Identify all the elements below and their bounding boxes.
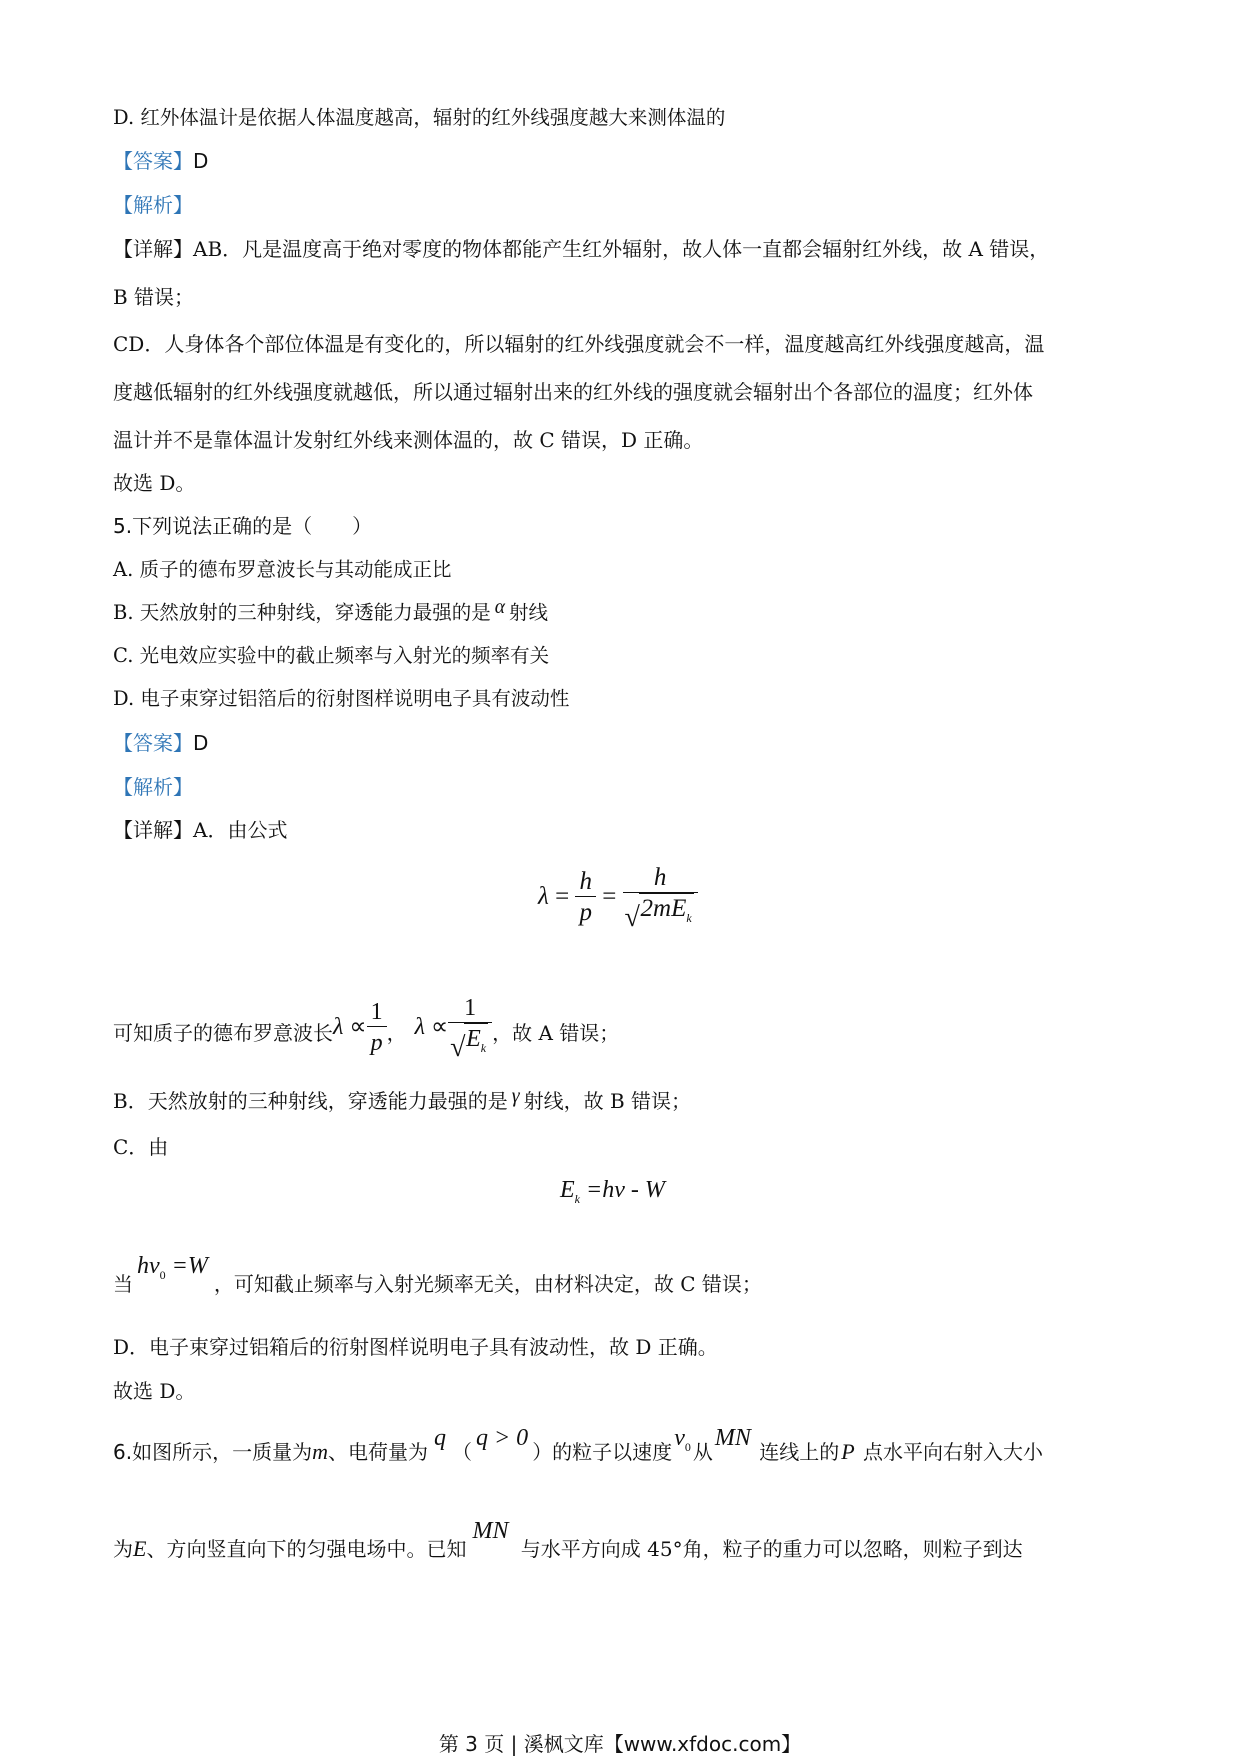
lambda-symbol: λ xyxy=(333,1014,344,1041)
denominator xyxy=(448,1022,492,1063)
q4-detail-line-2: B 错误； xyxy=(113,285,195,309)
cutoff-formula xyxy=(133,1254,214,1287)
fraction-h-over-sqrt xyxy=(623,864,698,933)
point-p: P xyxy=(841,1439,855,1464)
numerator: h xyxy=(579,868,592,895)
denominator: p xyxy=(575,896,596,929)
fraction-one-over-p xyxy=(367,998,387,1059)
lambda-symbol: λ xyxy=(538,883,549,911)
line-mn: MN xyxy=(472,1518,509,1544)
numerator: 1 xyxy=(464,995,477,1021)
q6-number: 6. xyxy=(113,1440,133,1464)
lambda-symbol: λ xyxy=(414,1014,425,1041)
when-suffix: ，可知截止频率与入射光频率无关，由材料决定，故 C 错误； xyxy=(213,1272,762,1296)
line-mn: MN xyxy=(714,1425,751,1451)
answer-value: D xyxy=(193,731,209,755)
q4-option-d: D. 红外体温计是依据人体温度越高，辐射的红外线强度越大来测体温的 xyxy=(113,106,726,129)
sqrt-expression: √ $E_k$ xyxy=(452,1023,488,1063)
q6-text: 连线上的 xyxy=(752,1440,840,1464)
q4-detail-line-5: 温计并不是靠体温计发射红外线来测体温的，故 C 错误，D 正确。 xyxy=(113,428,704,452)
q5-option-b-tail: 射线 xyxy=(508,601,548,624)
q4-analysis-tag: 【解析】 xyxy=(113,193,193,217)
q6-text: 如图所示，一质量为 xyxy=(132,1440,313,1464)
answer-value: D xyxy=(193,149,209,173)
q5-option-a: A. 质子的德布罗意波长与其动能成正比 xyxy=(113,558,452,581)
conclusion-a-suffix: ，故 A 错误； xyxy=(492,1021,620,1046)
energy-subscript: k xyxy=(574,1192,580,1206)
detail-b-text: B．天然放射的三种射线，穿透能力最强的是 xyxy=(113,1089,508,1113)
q5-answer xyxy=(113,731,208,755)
energy-symbol: E xyxy=(560,1177,575,1203)
q6-text: 从 xyxy=(692,1440,713,1464)
denominator: p xyxy=(367,1026,387,1059)
sqrt-expression: √ $2mE_k$ xyxy=(624,895,692,933)
q5-stem-text: 下列说法正确的是（ ） xyxy=(132,514,373,538)
q5-detail-a xyxy=(113,818,287,842)
page-footer: 第 3 页 | 溪枫文库【www.xfdoc.com】 xyxy=(438,1732,802,1756)
q6-stem-line-1 xyxy=(113,1425,1044,1473)
detail-b-tail: 射线，故 B 错误； xyxy=(523,1089,692,1113)
q6-stem-line-2 xyxy=(113,1518,1023,1561)
proportional-to-inverse-p xyxy=(333,999,387,1056)
formula-rhs: =hν - W xyxy=(580,1177,665,1203)
de-broglie-formula xyxy=(538,864,698,933)
answer-tag: 【答案】 xyxy=(113,731,193,755)
conclusion-a-sep: ， xyxy=(386,1021,407,1046)
detail-tag: 【详解】 xyxy=(113,818,193,842)
gamma-symbol: γ xyxy=(511,1085,520,1107)
mass-symbol: m xyxy=(312,1439,328,1464)
numerator: h xyxy=(653,864,667,891)
q5-stem xyxy=(113,514,372,538)
q5-detail-c: C．由 xyxy=(113,1135,169,1159)
q4-detail-line-3: CD．人身体各个部位体温是有变化的，所以辐射的红外线强度就会不一样，温度越高红外线强度越高，温 xyxy=(113,332,1045,356)
velocity-subscript: 0 xyxy=(684,1440,691,1454)
field-symbol: E xyxy=(133,1536,147,1561)
denominator xyxy=(623,892,698,933)
cutoff-formula-rhs: =W xyxy=(165,1253,208,1279)
q6-text: （ xyxy=(451,1440,472,1464)
q6-text: 与水平方向成 45°角，粒子的重力可以忽略，则粒子到达 xyxy=(514,1537,1023,1561)
alpha-symbol: α xyxy=(494,597,505,618)
q6-text: ）的粒子以速度 xyxy=(532,1440,673,1464)
q5-conclusion: 故选 D。 xyxy=(113,1379,196,1403)
velocity-symbol xyxy=(672,1426,693,1459)
cutoff-subscript: 0 xyxy=(159,1268,166,1282)
answer-tag: 【答案】 xyxy=(113,149,193,173)
q4-detail-line-1 xyxy=(113,237,1049,261)
detail-text: A．由公式 xyxy=(193,818,288,842)
detail-tag: 【详解】 xyxy=(113,237,193,261)
q5-conclusion-a xyxy=(113,995,620,1069)
charge-symbol: q xyxy=(433,1425,446,1451)
proportional-to-inverse-sqrt-ek xyxy=(407,995,493,1063)
q5-option-d: D. 电子束穿过铝箔后的衍射图样说明电子具有波动性 xyxy=(113,687,570,710)
radicand-subscript: k xyxy=(480,1041,487,1055)
conclusion-a-prefix: 可知质子的德布罗意波长 xyxy=(113,1021,333,1046)
q5-detail-d: D．电子束穿过铝箱后的衍射图样说明电子具有波动性，故 D 正确。 xyxy=(113,1335,718,1359)
velocity-base: v xyxy=(674,1425,685,1451)
q5-option-b-text: B. 天然放射的三种射线，穿透能力最强的是 xyxy=(113,601,491,624)
cutoff-formula-lhs: hν xyxy=(137,1253,160,1279)
q6-text: 、方向竖直向下的匀强电场中。已知 xyxy=(146,1537,467,1561)
q6-text: 、电荷量为 xyxy=(327,1440,428,1464)
q6-text: 点水平向右射入大小 xyxy=(856,1440,1044,1464)
charge-condition: q > 0 xyxy=(475,1425,529,1451)
photoelectric-formula xyxy=(560,1177,665,1207)
proportional-sign: ∝ xyxy=(430,1014,449,1041)
q5-option-c: C. 光电效应实验中的截止频率与入射光的频率有关 xyxy=(113,644,550,667)
q5-option-b xyxy=(113,597,548,626)
fraction-h-over-p xyxy=(575,868,596,929)
when-prefix: 当 xyxy=(113,1272,133,1296)
equals-sign: = xyxy=(602,883,617,911)
q4-detail-line-4: 度越低辐射的红外线强度就越低，所以通过辐射出来的红外线的强度就会辐射出个各部位的温度；红外体 xyxy=(113,380,1033,404)
equals-sign: = xyxy=(555,883,570,911)
q5-detail-b xyxy=(113,1085,692,1114)
proportional-sign: ∝ xyxy=(349,1014,367,1041)
q4-answer xyxy=(113,149,208,173)
q5-analysis-tag: 【解析】 xyxy=(113,775,193,799)
radicand-subscript: k xyxy=(686,911,692,925)
q6-text: 为 xyxy=(113,1537,133,1561)
radicand: 2mE xyxy=(640,895,687,922)
fraction-one-over-sqrt-ek xyxy=(448,994,492,1063)
q4-conclusion: 故选 D。 xyxy=(113,471,196,495)
detail-text: AB．凡是温度高于绝对零度的物体都能产生红外辐射，故人体一直都会辐射红外线，故 A 错误， xyxy=(193,237,1050,261)
radicand: E xyxy=(466,1026,481,1052)
q5-number: 5. xyxy=(113,514,133,538)
numerator: 1 xyxy=(370,999,383,1025)
